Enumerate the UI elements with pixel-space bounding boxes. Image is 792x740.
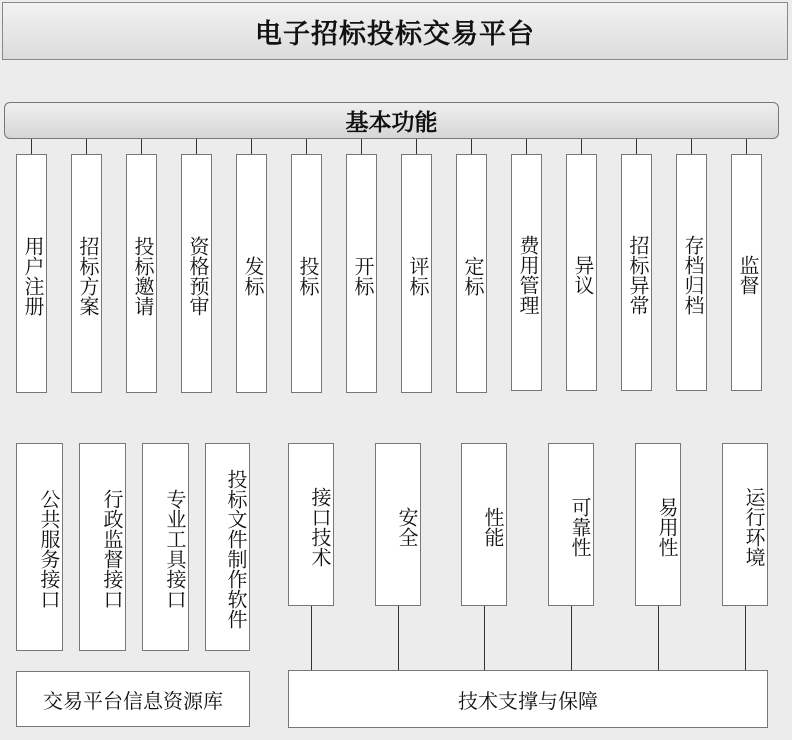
- basic-functions-header: 基本功能: [4, 102, 779, 139]
- connector-line: [581, 139, 582, 155]
- function-box-bid-invitation: 投标邀请: [126, 154, 157, 393]
- connector-line: [471, 139, 472, 155]
- function-box-bid: 投标: [291, 154, 322, 393]
- function-box-issue-tender: 发标: [236, 154, 267, 393]
- tech-support-box: 技术支撑与保障: [288, 670, 768, 728]
- connector-line: [746, 139, 747, 155]
- connector-line: [196, 139, 197, 155]
- function-box-supervision: 监督: [731, 154, 762, 391]
- connector-line: [658, 606, 659, 670]
- connector-line: [416, 139, 417, 155]
- tech-box-runtime-environment: 运行环境: [722, 443, 768, 606]
- connector-line: [306, 139, 307, 155]
- connector-line: [571, 606, 572, 670]
- function-box-user-registration: 用户注册: [16, 154, 47, 393]
- connector-line: [484, 606, 485, 670]
- function-box-evaluation: 评标: [401, 154, 432, 393]
- function-box-fee-management: 费用管理: [511, 154, 542, 391]
- platform-title: 电子招标投标交易平台: [2, 2, 788, 60]
- function-box-prequalification: 资格预审: [181, 154, 212, 393]
- interface-box-bid-document-software: 投标文件制作软件: [205, 443, 250, 651]
- function-box-bid-opening: 开标: [346, 154, 377, 393]
- interface-box-public-service: 公共服务接口: [16, 443, 63, 651]
- connector-line: [691, 139, 692, 155]
- tech-box-reliability: 可靠性: [548, 443, 594, 606]
- tech-box-security: 安全: [375, 443, 421, 606]
- connector-line: [398, 606, 399, 670]
- interface-box-professional-tools: 专业工具接口: [142, 443, 189, 651]
- connector-line: [311, 606, 312, 670]
- connector-line: [361, 139, 362, 155]
- connector-line: [526, 139, 527, 155]
- tech-box-interface: 接口技术: [288, 443, 334, 606]
- connector-line: [251, 139, 252, 155]
- interface-box-admin-supervision: 行政监督接口: [79, 443, 126, 651]
- connector-line: [745, 606, 746, 670]
- tech-box-usability: 易用性: [635, 443, 681, 606]
- resource-library-box: 交易平台信息资源库: [16, 671, 250, 727]
- connector-line: [31, 139, 32, 155]
- function-box-tender-exception: 招标异常: [621, 154, 652, 391]
- tech-box-performance: 性能: [461, 443, 507, 606]
- function-box-award: 定标: [456, 154, 487, 393]
- function-box-objection: 异议: [566, 154, 597, 391]
- connector-line: [86, 139, 87, 155]
- function-box-archiving: 存档归档: [676, 154, 707, 391]
- connector-line: [636, 139, 637, 155]
- function-box-tender-plan: 招标方案: [71, 154, 102, 393]
- connector-line: [141, 139, 142, 155]
